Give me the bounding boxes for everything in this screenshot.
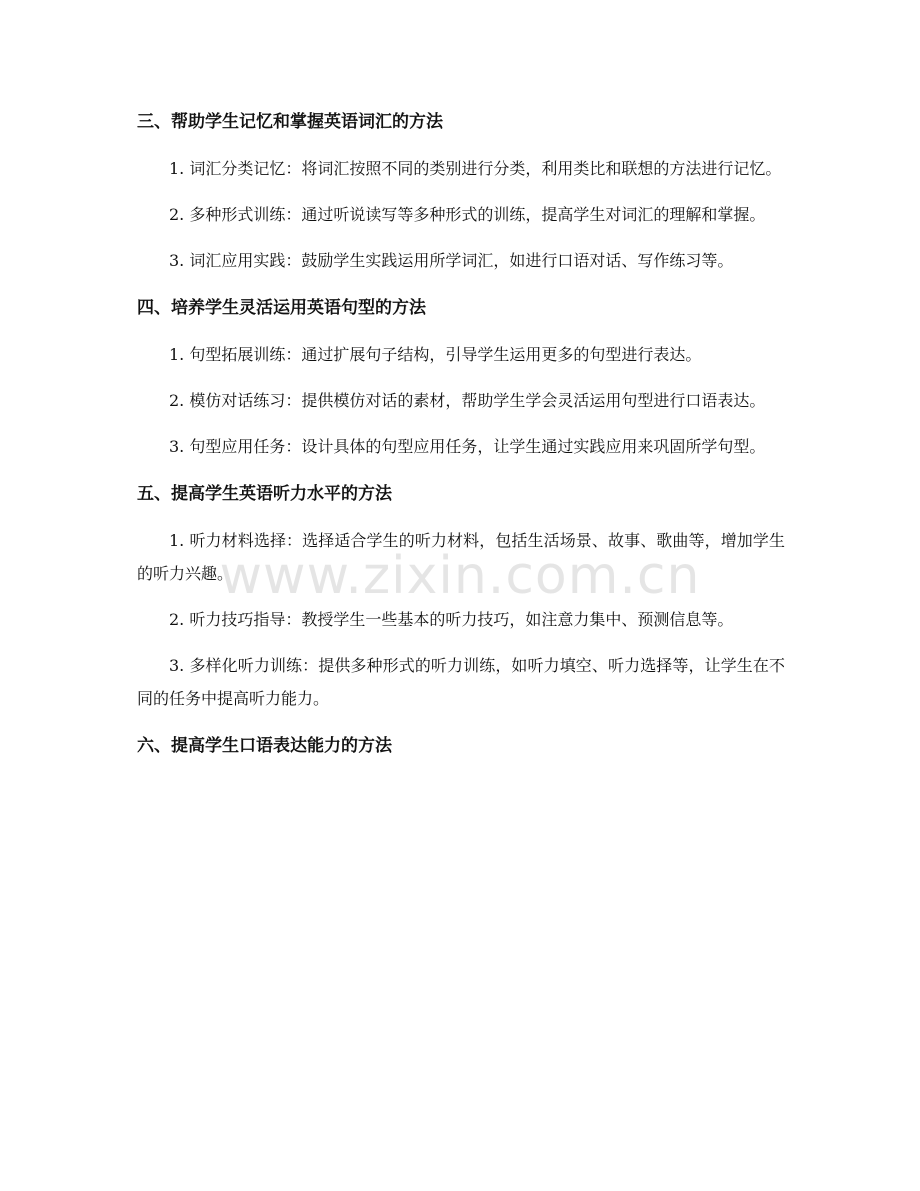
- list-item: 1. 句型拓展训练：通过扩展句子结构，引导学生运用更多的句型进行表达。: [169, 345, 702, 364]
- document-body: [137, 104, 785, 764]
- list-item: 3. 句型应用任务：设计具体的句型应用任务，让学生通过实践应用来巩固所学句型。: [169, 437, 766, 456]
- section-heading: 四、培养学生灵活运用英语句型的方法: [137, 298, 426, 318]
- list-item: 2. 多种形式训练：通过听说读写等多种形式的训练，提高学生对词汇的理解和掌握。: [169, 205, 766, 224]
- section-heading: 三、帮助学生记忆和掌握英语词汇的方法: [137, 112, 443, 132]
- list-item: 1. 听力材料选择：选择适合学生的听力材料，包括生活场景、故事、歌曲等，增加学生的听力兴趣。: [137, 531, 785, 583]
- list-item: 2. 模仿对话练习：提供模仿对话的素材，帮助学生学会灵活运用句型进行口语表达。: [169, 391, 766, 410]
- list-item: 3. 词汇应用实践：鼓励学生实践运用所学词汇，如进行口语对话、写作练习等。: [169, 251, 734, 270]
- watermark: www.zixin.com.cn: [219, 546, 701, 606]
- section-heading: 六、提高学生口语表达能力的方法: [137, 736, 392, 756]
- list-item: 2. 听力技巧指导：教授学生一些基本的听力技巧，如注意力集中、预测信息等。: [169, 610, 734, 629]
- list-item: 3. 多样化听力训练：提供多种形式的听力训练，如听力填空、听力选择等，让学生在不同的任务中提高听力能力。: [137, 656, 785, 708]
- list-item: 1. 词汇分类记忆：将词汇按照不同的类别进行分类，利用类比和联想的方法进行记忆。: [169, 159, 782, 178]
- section-heading: 五、提高学生英语听力水平的方法: [137, 484, 392, 504]
